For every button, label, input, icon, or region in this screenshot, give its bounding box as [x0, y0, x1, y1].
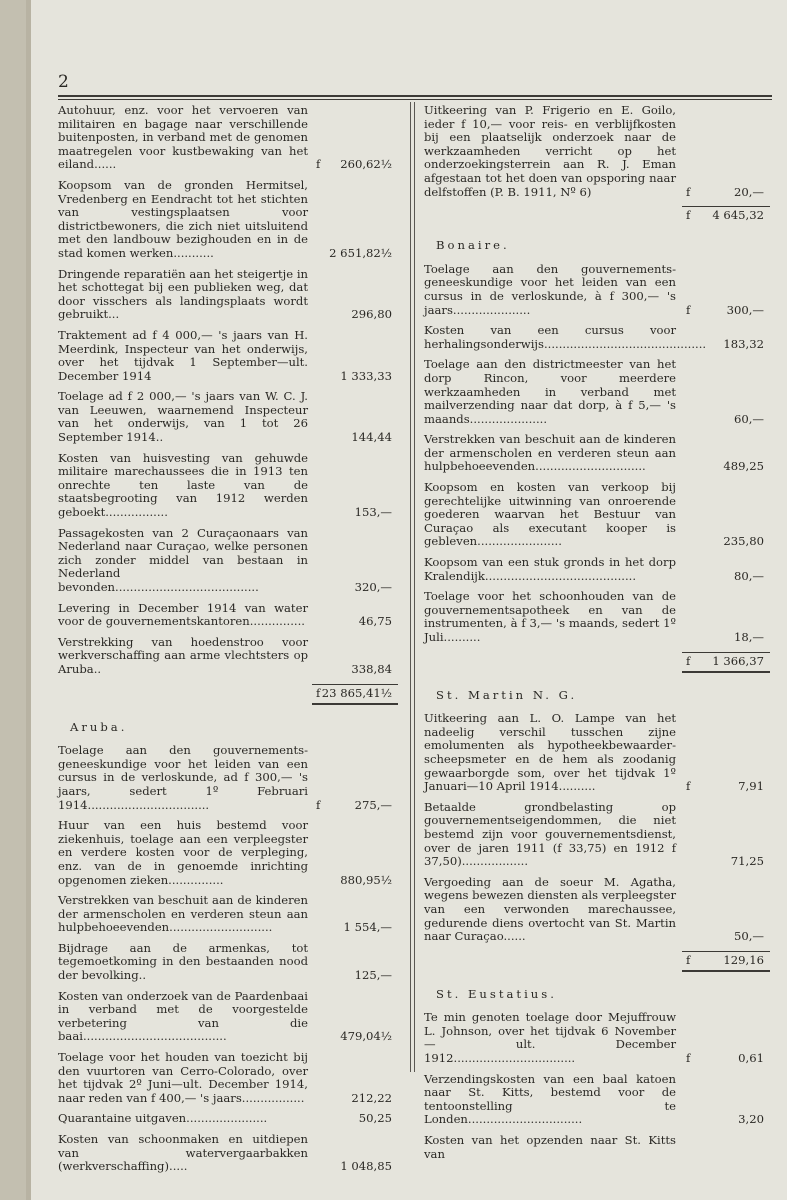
- column-divider: [410, 102, 411, 1072]
- total-rule: [682, 671, 770, 673]
- entry-description: Kosten van het opzenden naar St. Kitts van: [424, 1133, 676, 1161]
- ledger-entry: [424, 556, 770, 583]
- ledger-entry: [58, 894, 398, 935]
- curacao-total-amount: 23 865,41½: [321, 685, 392, 700]
- ledger-entry: [424, 104, 770, 199]
- binding-edge: [0, 0, 26, 1200]
- bonaire-total: f 1 366,37: [682, 652, 770, 671]
- ledger-entry: [58, 268, 398, 322]
- entry-amount: 183,32: [723, 336, 764, 351]
- total-rule: [312, 703, 398, 705]
- ledger-entry: [58, 104, 398, 172]
- curacao-total: f 23 865,41½: [312, 684, 398, 703]
- ledger-entry: [58, 1051, 398, 1105]
- entry-description: Toelage aan den districtmeester van het dorp Rincon, voor meerdere werkzaamheden in verband met mailverzending naar dat dorp, à f 5,— 's maands.....................: [424, 357, 676, 426]
- ledger-entry: [58, 390, 398, 444]
- currency-mark: f: [316, 797, 321, 812]
- ledger-entry: [58, 819, 398, 887]
- entry-amount: 489,25: [723, 459, 764, 474]
- ledger-entry: [58, 942, 398, 983]
- entry-description: Uitkeering aan L. O. Lampe van het nadeelig verschil tusschen zijne emolumenten als hypotheekbewaarder-scheepsmeter en de hem als zoodanig gewaarborgde som, over het tijdvak 1º Januari—10 April 1914..........: [424, 711, 676, 794]
- total-rule: [682, 970, 770, 972]
- ledger-entry: [424, 481, 770, 549]
- entry-description: Uitkeering van P. Frigerio en E. Goilo, ieder f 10,— voor reis- en verblijfkosten bij een plaatselijk onderzoek naar de werkzaamheden verricht op het onderzoekingsterrein aan R. J. Eman afgestaan tot het doen van opsporing naar delfstoffen (P. B. 1911, Nº 6): [424, 103, 676, 199]
- entry-description: Koopsom en kosten van verkoop bij gerechtelijke uitwinning van onroerende goederen waarvan het Bestuur van Curaçao als executant kooper is gebleven.......................: [424, 480, 676, 549]
- entry-amount: 300,—: [726, 302, 764, 317]
- entry-description: Kosten van een cursus voor herhalingsonderwijs............................................: [424, 323, 707, 351]
- st-martin-total: f 129,16: [682, 951, 770, 970]
- section-heading-st-martin: St. Martin N. G.: [436, 687, 578, 702]
- entry-description: Koopsom van een stuk gronds in het dorp Kralendijk.........................................: [424, 555, 676, 583]
- header-rule: [58, 95, 772, 97]
- entry-amount: 320,—: [354, 580, 392, 594]
- ledger-entry: [58, 1112, 398, 1126]
- curacao-entries: [58, 104, 398, 677]
- page-number: 2: [58, 72, 69, 92]
- currency-mark: f: [316, 157, 321, 172]
- left-column: [58, 104, 398, 1181]
- entry-description: Verstrekken van beschuit aan de kinderen der armenscholen en verderen steun aan hulpbehoeevenden..............................: [424, 432, 676, 474]
- entry-description: Vergoeding aan de soeur M. Agatha, wegens bewezen diensten als verpleegster van een verwonden marechaussee, gedurende diens overtocht van St. Martin naar Curaçao......: [424, 874, 676, 944]
- ledger-entry: [58, 179, 398, 261]
- entry-description: Te min genoten toelage door Mejuffrouw L. Johnson, over het tijdvak 6 November — ult. December 1912.................................: [424, 1010, 676, 1066]
- currency-mark: f: [686, 779, 691, 794]
- ledger-entry: [424, 876, 770, 944]
- entry-description: Verstrekken van beschuit aan de kinderen der armenscholen en verderen steun aan hulpbehoeevenden............................: [58, 893, 308, 935]
- st-eustatius-entries: [424, 1011, 770, 1161]
- ledger-entry: [424, 358, 770, 426]
- entry-description: Toelage ad f 2 000,— 's jaars van W. C. J. van Leeuwen, waarnemend Inspecteur van het onderwijs, van 1 tot 26 September 1914..: [58, 389, 308, 445]
- section-heading-bonaire: Bonaire.: [436, 238, 510, 253]
- entry-description: Kosten van huisvesting van gehuwde militaire marechaussees die in 1913 ten onrechte ten laste van de staatsbegrooting van 1912 werden geboekt.................: [58, 450, 308, 520]
- entry-amount: 1 333,33: [340, 368, 392, 383]
- ledger-entry: [424, 590, 770, 644]
- header-rule-thin: [58, 99, 772, 100]
- entry-description: Quarantaine uitgaven......................: [58, 1111, 268, 1126]
- entry-amount: 880,95½: [340, 872, 392, 887]
- entry-amount: 50,—: [733, 929, 764, 944]
- entry-amount: 125,—: [354, 968, 392, 983]
- st-martin-entries: [424, 712, 770, 944]
- section-heading-aruba: Aruba.: [70, 719, 128, 734]
- entry-description: Betaalde grondbelasting op gouvernementseigendommen, die niet bestemd zijn voor gouvernementsdienst, over de jaren 1911 (f 33,75) en 1912 f 37,50)..................: [424, 799, 676, 869]
- entry-description: Autohuur, enz. voor het vervoeren van militairen en bagage naar verschillende buitenposten, in verband met de genomen maatregelen voor kustbewaking van het eiland......: [58, 103, 308, 172]
- entry-amount: 296,80: [351, 307, 392, 322]
- entry-amount: 7,91: [738, 779, 764, 794]
- entry-amount: 20,—: [733, 184, 764, 199]
- curacao-subtotal: f 4 645,32: [682, 206, 770, 225]
- entry-amount: 260,62½: [340, 157, 392, 172]
- ledger-entry: [424, 1134, 770, 1161]
- ledger-entry: [58, 636, 398, 677]
- entry-description: Kosten van schoonmaken en uitdiepen van watervergaarbakken (werkverschaffing).....: [58, 1132, 308, 1174]
- ledger-entry: [58, 1133, 398, 1174]
- entry-description: Toelage aan den gouvernements-geneeskundige voor het leiden van een cursus in de verloskunde, ad f 300,— 's jaars, sedert 1º Februari 1914.................................: [58, 743, 308, 812]
- curacao-entries-cont: [424, 104, 770, 199]
- st-martin-total-amount: 129,16: [723, 952, 764, 967]
- entry-description: Huur van een huis bestemd voor ziekenhuis, toelage aan een verpleegster en verdere kosten voor de verpleging, enz. van de in genoemde inrichting opgenomen zieken...............: [58, 818, 308, 887]
- ledger-entry: [424, 1011, 770, 1065]
- section-heading-st-eustatius: St. Eustatius.: [436, 986, 557, 1001]
- ledger-entry: [424, 263, 770, 317]
- entry-description: Dringende reparatiën aan het steigertje in het schottegat bij een publieken weg, dat door visschers als landingsplaats wordt gebruikt...: [58, 266, 308, 322]
- ledger-entry: [58, 744, 398, 812]
- entry-description: Koopsom van de gronden Hermitsel, Vredenberg en Eendracht tot het stichten van vestingsplaatsen voor districtbewoners, die zich niet uitsluitend met den landbouw bezighouden en in de stad komen werken...........: [58, 177, 308, 260]
- entry-amount: 1 048,85: [340, 1159, 392, 1174]
- entry-amount: 212,22: [351, 1090, 392, 1105]
- ledger-entry: [58, 602, 398, 629]
- entry-description: Passagekosten van 2 Curaçaonaars van Nederland naar Curaçao, welke personen zich zonder middel van bestaan in Nederland bevonden.......................................: [58, 525, 308, 594]
- entry-amount: 479,04½: [340, 1029, 392, 1044]
- aruba-entries: [58, 744, 398, 1174]
- ledger-entry: [58, 990, 398, 1044]
- ledger-entry: [424, 801, 770, 869]
- entry-amount: 1 554,—: [343, 920, 392, 935]
- ledger-entry: [58, 452, 398, 520]
- subtotal-amount: 4 645,32: [712, 208, 764, 223]
- bonaire-total-amount: 1 366,37: [712, 653, 764, 668]
- entry-amount: 18,—: [733, 630, 764, 644]
- entry-description: Verstrekking van hoedenstroo voor werkverschaffing aan arme vlechtsters op Aruba..: [58, 634, 308, 676]
- entry-amount: 0,61: [738, 1051, 764, 1066]
- entry-description: Levering in December 1914 van water voor de gouvernementskantoren...............: [58, 600, 308, 629]
- entry-amount: 60,—: [733, 411, 764, 426]
- entry-amount: 46,75: [358, 614, 392, 629]
- ledger-entry: [58, 527, 398, 595]
- right-column: [424, 104, 770, 1168]
- entry-amount: 3,20: [738, 1112, 764, 1127]
- entry-description: Kosten van onderzoek van de Paardenbaai in verband met de voorgestelde verbetering van die baai.......................................: [58, 988, 308, 1044]
- entry-description: Toelage voor het schoonhouden van de gouvernementsapotheek en van de instrumenten, à f 3,— 's maands, sedert 1º Juli..........: [424, 589, 676, 644]
- ledger-entry: [58, 329, 398, 383]
- entry-amount: 2 651,82½: [329, 245, 392, 260]
- ledger-entry: [424, 1073, 770, 1127]
- entry-amount: 71,25: [730, 854, 764, 869]
- ledger-entry: [424, 712, 770, 794]
- currency-mark: f: [686, 302, 691, 317]
- currency-mark: f: [686, 1051, 691, 1066]
- entry-amount: 153,—: [354, 505, 392, 520]
- entry-amount: 275,—: [354, 797, 392, 812]
- ledger-entry: [424, 433, 770, 474]
- entry-amount: 50,25: [358, 1111, 392, 1126]
- entry-amount: 80,—: [733, 568, 764, 583]
- column-divider-thin: [414, 102, 415, 1072]
- entry-description: Toelage voor het houden van toezicht bij den vuurtoren van Cerro-Colorado, over het tijdvak 2º Juni—ult. December 1914, naar reden van f 400,— 's jaars.................: [58, 1050, 308, 1105]
- entry-description: Toelage aan den gouvernements-geneeskundige voor het leiden van een cursus in de verloskunde, à f 300,— 's jaars.....................: [424, 261, 676, 317]
- entry-amount: 338,84: [351, 661, 392, 676]
- entry-amount: 235,80: [723, 534, 764, 549]
- entry-description: Bijdrage aan de armenkas, tot tegemoetkoming in den bestaanden nood der bevolking..: [58, 940, 308, 983]
- entry-description: Traktement ad f 4 000,— 's jaars van H. Meerdink, Inspecteur van het onderwijs, over het tijdvak 1 September—ult. December 1914: [58, 327, 308, 383]
- ledger-entry: [424, 324, 770, 351]
- entry-amount: 144,44: [351, 430, 392, 445]
- currency-mark: f: [686, 184, 691, 199]
- entry-description: Verzendingskosten van een baal katoen naar St. Kitts, bestemd voor de tentoonstelling te Londen...............................: [424, 1071, 676, 1127]
- bonaire-entries: [424, 263, 770, 645]
